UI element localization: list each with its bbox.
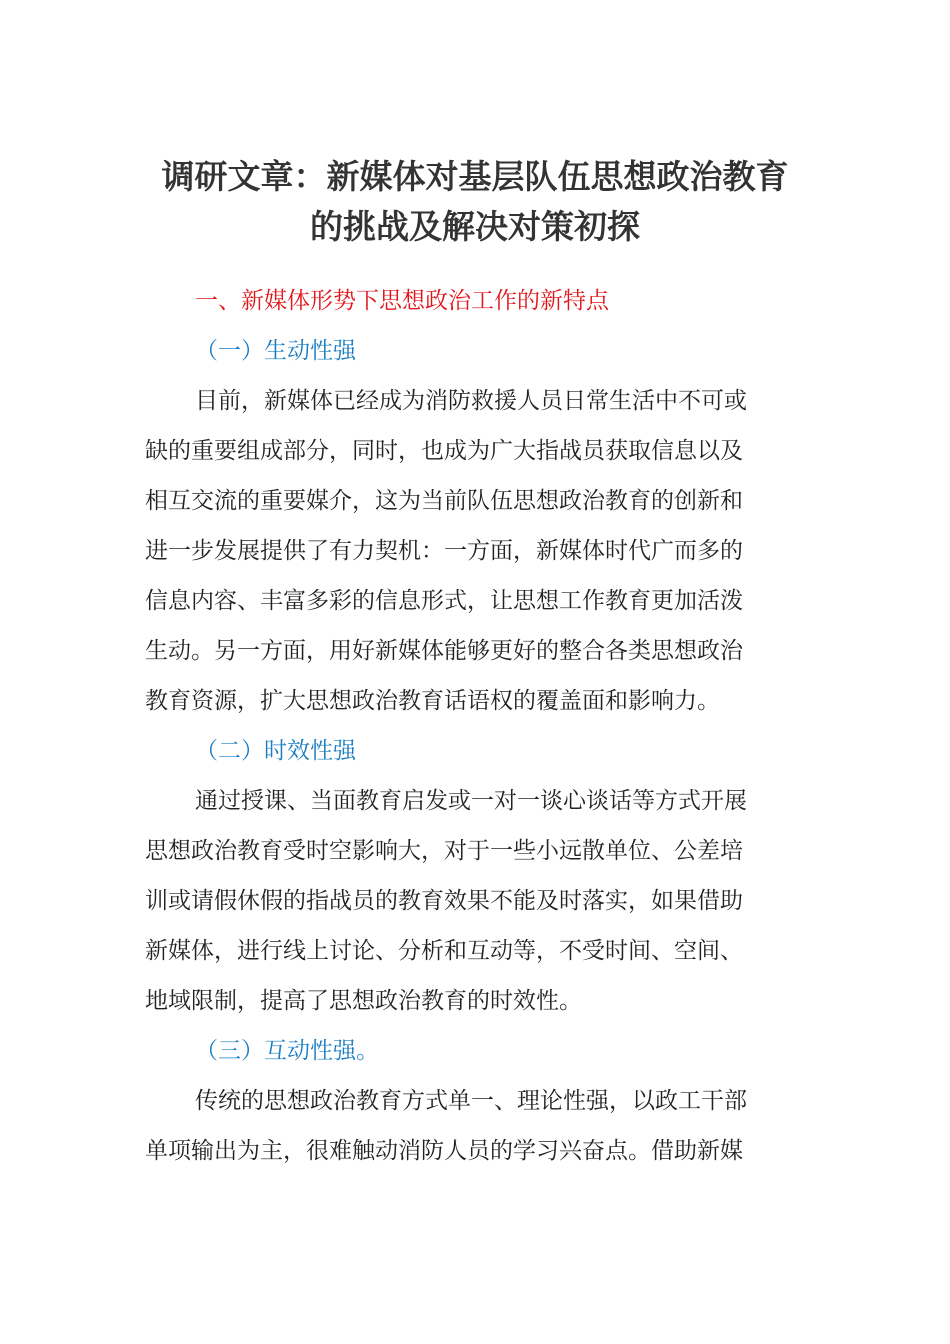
paragraph-line: 传统的思想政治教育方式单一、理论性强，以政工干部 (195, 1088, 747, 1114)
paragraph-line: 生动。另一方面，用好新媒体能够更好的整合各类思想政治 (145, 638, 743, 664)
paragraph-line: 目前，新媒体已经成为消防救援人员日常生活中不可或 (195, 388, 747, 414)
paragraph-line: 进一步发展提供了有力契机：一方面，新媒体时代广而多的 (145, 538, 743, 564)
paragraph-line: 新媒体，进行线上讨论、分析和互动等，不受时间、空间、 (145, 938, 743, 964)
paragraph-line: 训或请假休假的指战员的教育效果不能及时落实，如果借助 (145, 888, 743, 914)
paragraph-line: 地域限制，提高了思想政治教育的时效性。 (145, 988, 582, 1014)
paragraph-line: 教育资源，扩大思想政治教育话语权的覆盖面和影响力。 (145, 688, 720, 714)
subsection-heading-3: （三）互动性强。 (195, 1038, 379, 1064)
subsection-heading-1: （一）生动性强 (195, 338, 356, 364)
paragraph-line: 信息内容、丰富多彩的信息形式，让思想工作教育更加活泼 (145, 588, 743, 614)
paragraph-line: 相互交流的重要媒介，这为当前队伍思想政治教育的创新和 (145, 488, 743, 514)
paragraph-line: 思想政治教育受时空影响大，对于一些小远散单位、公差培 (145, 838, 743, 864)
subsection-heading-2: （二）时效性强 (195, 738, 356, 764)
paragraph-line: 缺的重要组成部分，同时，也成为广大指战员获取信息以及 (145, 438, 743, 464)
paragraph-line: 通过授课、当面教育启发或一对一谈心谈话等方式开展 (195, 788, 747, 814)
document-title-line-2: 的挑战及解决对策初探 (310, 207, 640, 246)
document-title-line-1: 调研文章：新媒体对基层队伍思想政治教育 (161, 157, 789, 196)
section-heading-1: 一、新媒体形势下思想政治工作的新特点 (195, 288, 609, 314)
paragraph-line: 单项输出为主，很难触动消防人员的学习兴奋点。借助新媒 (145, 1138, 743, 1164)
